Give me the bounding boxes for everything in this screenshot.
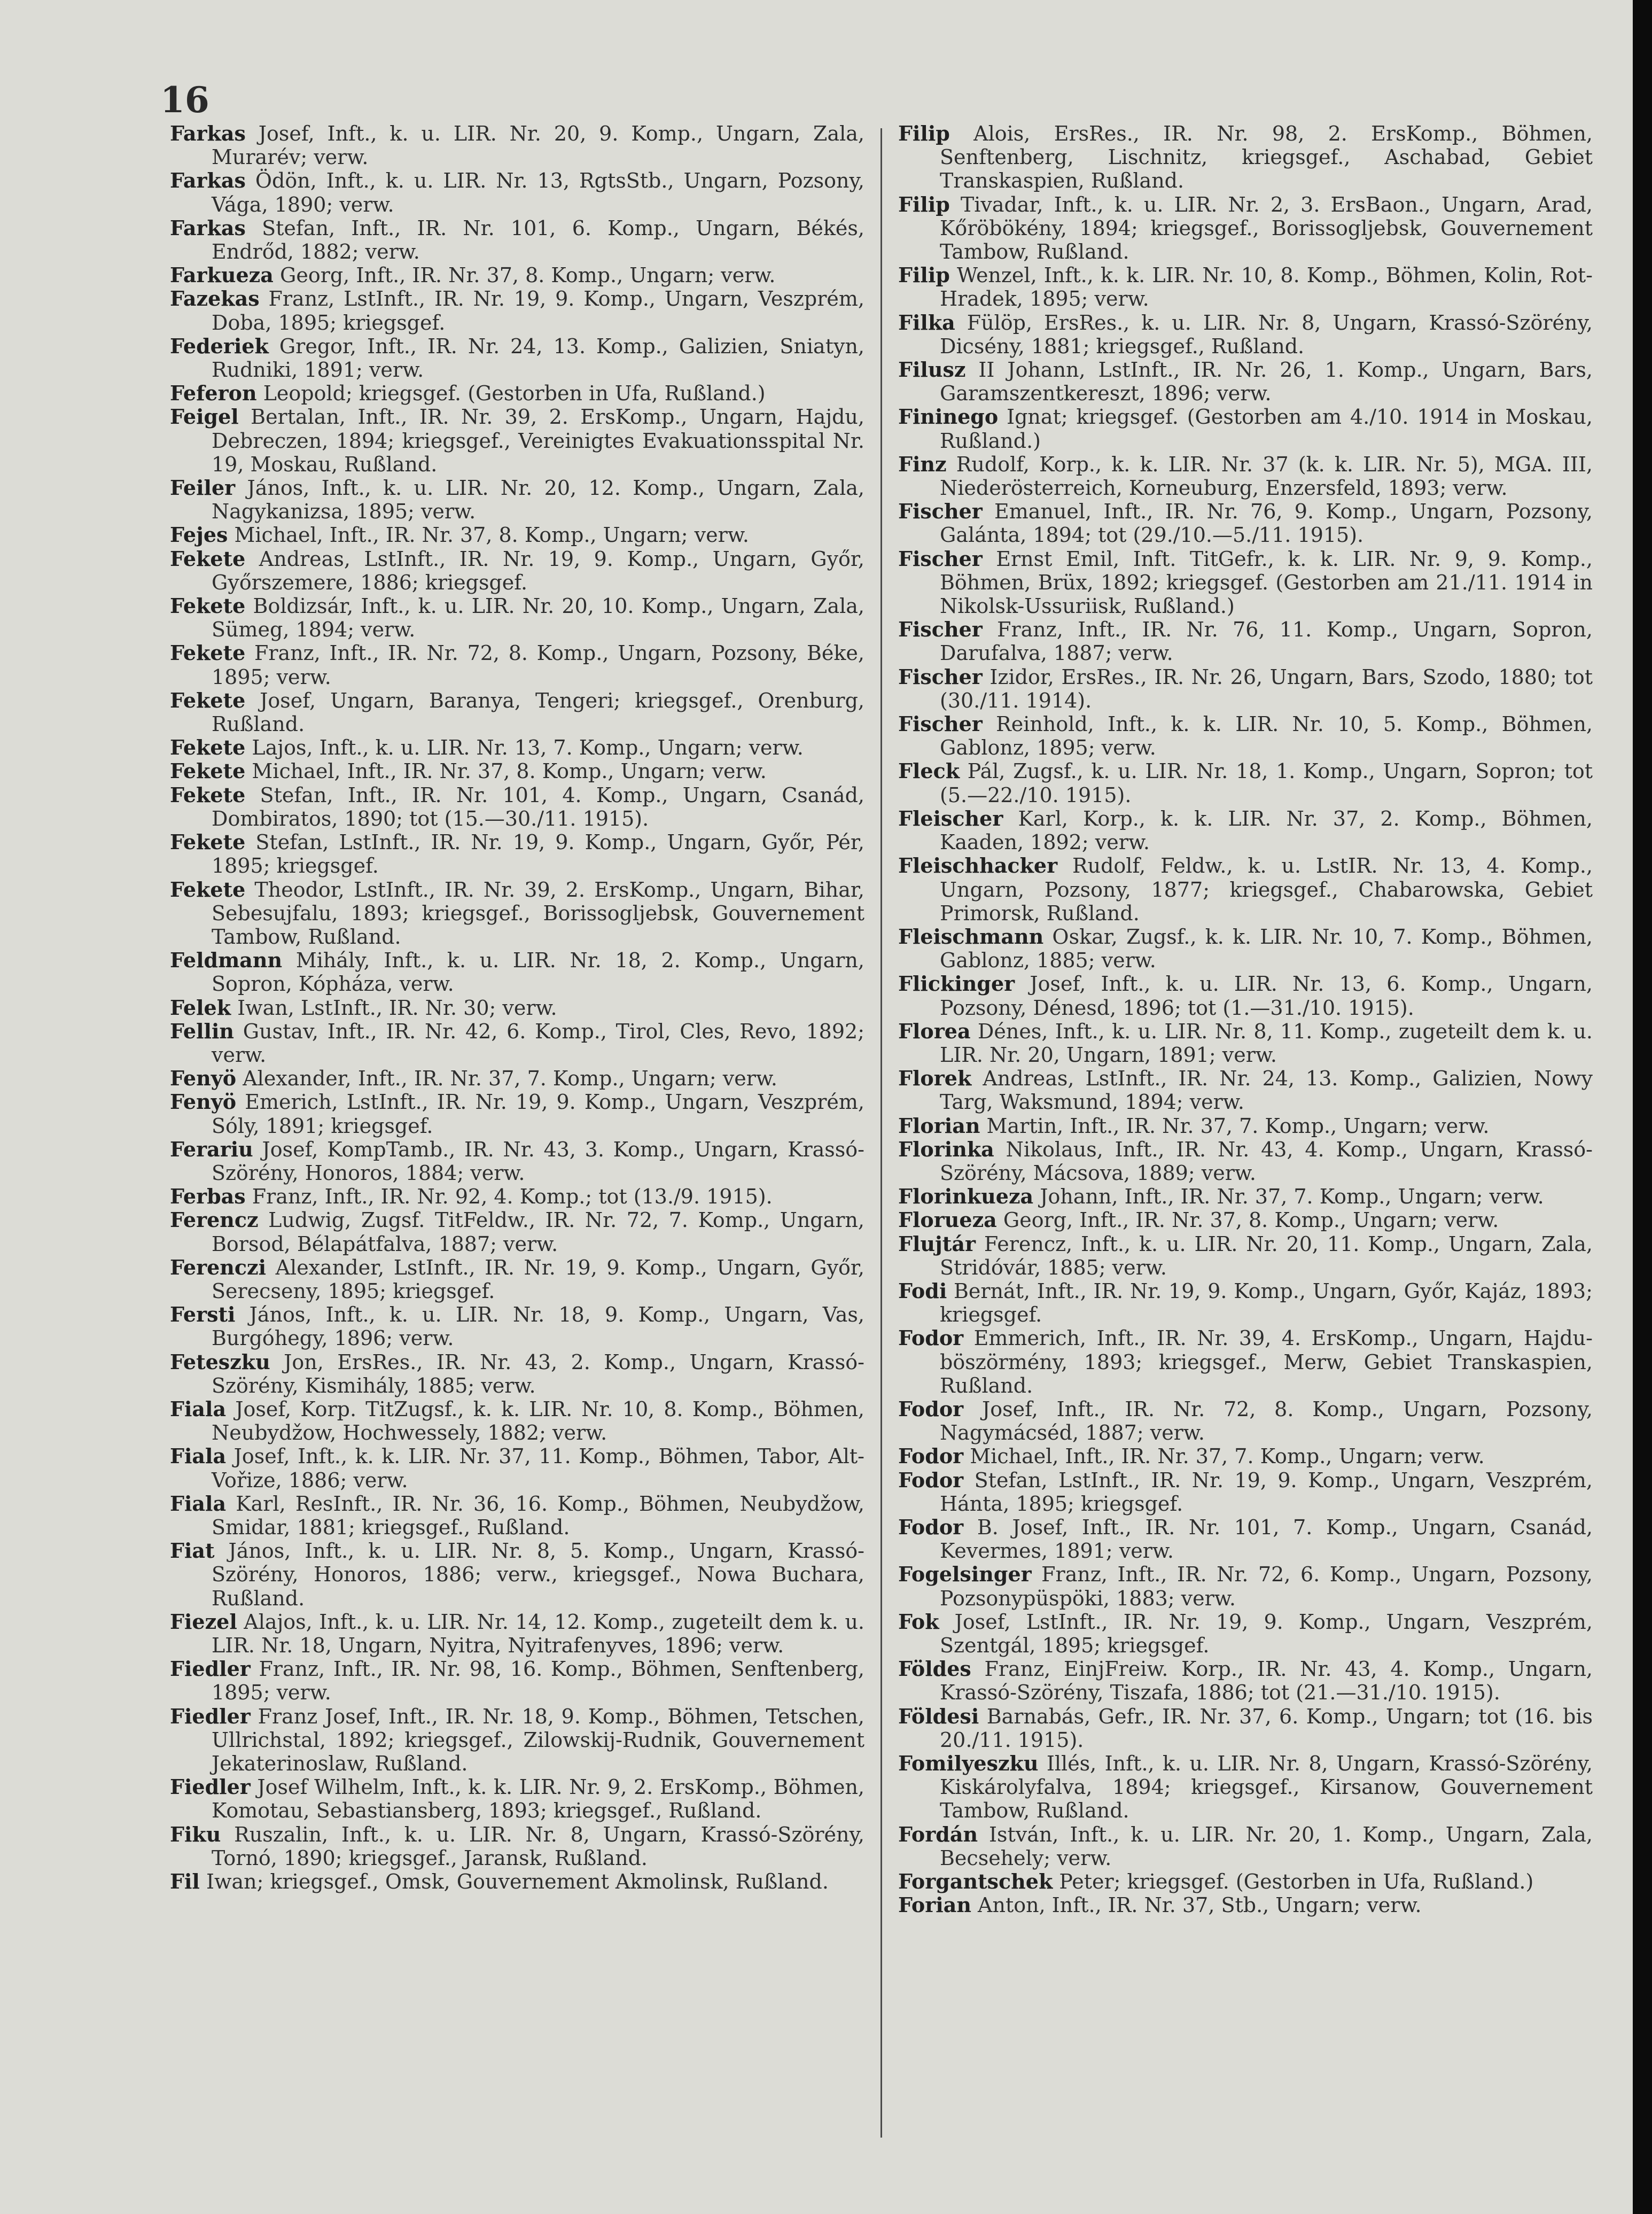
entry-details: Josef, Inft., IR. Nr. 72, 8. Komp., Ungarn, Pozsony, Nagymácséd, 1887; verw. [940,1397,1593,1445]
entry-surname: Florinkueza [898,1184,1034,1209]
entry-surname: Forian [898,1893,971,1917]
entry-surname: Fekete [170,546,246,571]
entry-details: Bertalan, Inft., IR. Nr. 39, 2. ErsKomp., Ungarn, Hajdu, Debreczen, 1894; kriegsgef., Vereinigtes Evakuationsspital Nr. 19, Moskau, Rußland. [212,405,864,476]
register-entry [170,1444,864,1491]
register-entry [170,1185,864,1208]
register-entry [170,476,864,523]
entry-details: Franz, EinjFreiw. Korp., IR. Nr. 43, 4. Komp., Ungarn, Krassó-Szörény, Tiszafa, 1886; tot (21.—31./10. 1915). [940,1657,1593,1705]
entry-surname: Finz [898,452,947,476]
register-entry [898,1705,1593,1752]
entry-details: Josef Wilhelm, Inft., k. k. LIR. Nr. 9, 2. ErsKomp., Böhmen, Komotau, Sebastiansberg, 1893; kriegsgef., Rußland. [212,1775,864,1823]
register-entry [898,547,1593,618]
entry-surname: Fekete [170,735,246,760]
register-entry [898,712,1593,759]
entry-surname: Filusz [898,358,966,382]
entry-details: Wenzel, Inft., k. k. LIR. Nr. 10, 8. Komp., Böhmen, Kolin, Rot-Hradek, 1895; verw. [940,263,1593,311]
entry-surname: Fekete [170,594,246,618]
entry-details: Karl, Korp., k. k. LIR. Nr. 37, 2. Komp., Böhmen, Kaaden, 1892; verw. [940,806,1593,854]
register-entry [170,1775,864,1822]
entry-details: Stefan, LstInft., IR. Nr. 19, 9. Komp., Ungarn, Győr, Pér, 1895; kriegsgef. [212,830,864,878]
entry-surname: Fischer [898,499,983,524]
entry-details: Ignat; kriegsgef. (Gestorben am 4./10. 1914 in Moskau, Rußland.) [940,405,1593,453]
entry-surname: Fleischmann [898,924,1044,949]
entry-surname: Fellin [170,1019,235,1043]
register-entry [170,547,864,594]
register-entry [898,1893,1593,1917]
entry-surname: Fodor [898,1514,964,1539]
entry-details: Illés, Inft., k. u. LIR. Nr. 8, Ungarn, Krassó-Szörény, Kiskárolyfalva, 1894; kriegsgef., Kirsanow, Gouvernement Tambow, Rußland. [940,1752,1593,1823]
register-entry [898,1444,1593,1468]
entry-surname: Fekete [170,782,246,807]
entry-surname: Fiala [170,1396,227,1421]
entry-details: Johann, Inft., IR. Nr. 37, 7. Komp., Ungarn; verw. [1033,1185,1544,1209]
entry-surname: Fiedler [170,1704,251,1728]
register-entry [170,1870,864,1893]
entry-details: Franz Josef, Inft., IR. Nr. 18, 9. Komp., Böhmen, Tetschen, Ullrichstal, 1892; kriegsgef., Zilowskij-Rudnik, Gouvernement Jekaterinoslaw, Rußland. [212,1704,864,1776]
register-entry [170,1138,864,1185]
entry-details: Nikolaus, Inft., IR. Nr. 43, 4. Komp., Ungarn, Krassó-Szörény, Mácsova, 1889; verw. [940,1137,1593,1185]
entry-surname: Farkas [170,168,246,193]
register-entry [170,1492,864,1539]
entry-details: Theodor, LstInft., IR. Nr. 39, 2. ErsKomp., Ungarn, Bihar, Sebesujfalu, 1893; kriegsgef., Borissogljebsk, Gouvernement Tambow, Rußland. [212,877,864,949]
entry-surname: Fil [170,1869,200,1894]
entry-details: Franz, Inft., IR. Nr. 72, 8. Komp., Ungarn, Pozsony, Béke, 1895; verw. [212,641,864,689]
entry-details: János, Inft., k. u. LIR. Nr. 8, 5. Komp., Ungarn, Krassó-Szörény, Honoros, 1886; verw., kriegsgef., Nowa Buchara, Rußland. [212,1539,864,1610]
entry-surname: Florinka [898,1137,994,1161]
register-entry [898,759,1593,806]
entry-surname: Fordán [898,1822,978,1846]
register-entry [898,1563,1593,1610]
entry-surname: Fogelsinger [898,1562,1032,1587]
register-entry [898,1114,1593,1138]
entry-surname: Florek [898,1066,972,1091]
entry-surname: Földesi [898,1704,979,1728]
register-entry [170,523,864,547]
register-entry [898,854,1593,925]
entry-details: Gustav, Inft., IR. Nr. 42, 6. Komp., Tirol, Cles, Revo, 1892; verw. [212,1019,864,1067]
register-entry [898,453,1593,500]
entry-details: Gregor, Inft., IR. Nr. 24, 13. Komp., Galizien, Sniatyn, Rudniki, 1891; verw. [212,334,864,382]
entry-details: Martin, Inft., IR. Nr. 37, 7. Komp., Ungarn; verw. [980,1114,1490,1138]
register-entry [170,1610,864,1657]
entry-details: Lajos, Inft., k. u. LIR. Nr. 13, 7. Komp., Ungarn; verw. [245,736,804,760]
entry-surname: Farkas [170,215,246,240]
register-entry [898,405,1593,452]
register-entry [898,1067,1593,1114]
entry-details: Ludwig, Zugsf. TitFeldw., IR. Nr. 72, 7. Komp., Ungarn, Borsod, Bélapátfalva, 1887; verw. [212,1208,864,1256]
register-entry [898,618,1593,665]
register-entry [898,1610,1593,1657]
entry-details: Josef, Korp. TitZugsf., k. k. LIR. Nr. 10, 8. Komp., Böhmen, Neubydžow, Hochwessely, 1882; verw. [212,1397,864,1445]
entry-details: Josef, KompTamb., IR. Nr. 43, 3. Komp., Ungarn, Krassó-Szörény, Honoros, 1884; verw. [212,1137,864,1185]
entry-surname: Fiku [170,1822,221,1846]
entry-details: Pál, Zugsf., k. u. LIR. Nr. 18, 1. Komp., Ungarn, Sopron; tot (5.—22./10. 1915). [940,759,1593,807]
register-entry [170,783,864,830]
entry-details: Josef, Inft., k. u. LIR. Nr. 13, 6. Komp., Ungarn, Pozsony, Dénesd, 1896; tot (1.—31./10. 1915). [940,972,1593,1020]
register-entry [170,1705,864,1776]
register-entry [898,1279,1593,1326]
register-entry [898,193,1593,264]
entry-surname: Fiat [170,1539,215,1563]
entry-surname: Fekete [170,641,246,665]
entry-details: Rudolf, Korp., k. k. LIR. Nr. 37 (k. k. LIR. Nr. 5), MGA. III, Niederösterreich, Korneuburg, Enzersfeld, 1893; verw. [940,452,1593,500]
entry-details: Josef, Inft., k. k. LIR. Nr. 37, 11. Komp., Böhmen, Tabor, Alt-Vořize, 1886; verw. [212,1444,864,1492]
register-entry [170,878,864,949]
entry-surname: Filip [898,121,950,145]
entry-details: Alois, ErsRes., IR. Nr. 98, 2. ErsKomp., Böhmen, Senftenberg, Lischnitz, kriegsgef., Aschabad, Gebiet Transkaspien, Rußland. [940,122,1593,193]
register-entry [898,665,1593,712]
register-entry [898,500,1593,547]
register-entry [170,263,864,287]
entry-surname: Fekete [170,877,246,902]
register-entry [170,1823,864,1870]
entry-surname: Fodi [898,1278,947,1303]
entry-surname: Fleck [898,759,960,783]
page-number: 16 [160,79,209,121]
entry-details: Ödön, Inft., k. u. LIR. Nr. 13, RgtsStb., Ungarn, Pozsony, Vága, 1890; verw. [212,169,864,216]
left-column [170,122,864,1893]
register-entry [898,122,1593,193]
register-entry [170,996,864,1020]
entry-details: Oskar, Zugsf., k. k. LIR. Nr. 10, 7. Komp., Böhmen, Gablonz, 1885; verw. [940,925,1593,973]
entry-surname: Feteszku [170,1349,270,1374]
entry-details: Izidor, ErsRes., IR. Nr. 26, Ungarn, Bars, Szodo, 1880; tot (30./11. 1914). [940,665,1593,712]
register-entry [898,1185,1593,1208]
register-entry [170,736,864,759]
register-entry [170,759,864,783]
entry-details: János, Inft., k. u. LIR. Nr. 18, 9. Komp., Ungarn, Vas, Burgóhegy, 1896; verw. [212,1303,864,1350]
entry-surname: Fejes [170,523,228,547]
register-entry [898,1823,1593,1870]
entry-surname: Farkas [170,121,246,145]
entry-surname: Federiek [170,333,269,358]
entry-surname: Ferenczi [170,1255,267,1279]
entry-details: Michael, Inft., IR. Nr. 37, 8. Komp., Ungarn; verw. [228,523,749,547]
register-entry [898,1232,1593,1279]
entry-surname: Florueza [898,1208,997,1232]
entry-details: Jon, ErsRes., IR. Nr. 43, 2. Komp., Ungarn, Krassó-Szörény, Kismihály, 1885; verw. [212,1350,864,1397]
register-entry [170,1020,864,1067]
register-entry [170,382,864,405]
register-entry [898,972,1593,1019]
entry-surname: Flickinger [898,972,1015,996]
register-entry [898,1516,1593,1563]
entry-surname: Fischer [898,617,983,642]
register-entry [898,1870,1593,1893]
register-entry [898,263,1593,310]
entry-surname: Florea [898,1019,971,1043]
entry-surname: Fiala [170,1491,227,1516]
entry-details: Franz, Inft., IR. Nr. 92, 4. Komp.; tot (13./9. 1915). [245,1185,773,1209]
entry-surname: Fiezel [170,1609,237,1634]
entry-surname: Feldmann [170,948,283,973]
register-entry [170,1208,864,1255]
register-entry [170,1657,864,1704]
register-entry [898,1020,1593,1067]
register-entry [170,1303,864,1350]
entry-surname: Fleischer [898,806,1003,830]
entry-details: Franz, Inft., IR. Nr. 76, 11. Komp., Ungarn, Sopron, Darufalva, 1887; verw. [940,618,1593,665]
register-entry [898,1397,1593,1444]
register-entry [170,949,864,996]
register-entry [170,169,864,216]
entry-surname: Fodor [898,1326,964,1350]
entry-surname: Filip [898,263,950,288]
entry-surname: Fok [898,1609,939,1634]
entry-details: Bernát, Inft., IR. Nr. 19, 9. Komp., Ungarn, Győr, Kajáz, 1893; kriegsgef. [940,1279,1593,1327]
entry-details: II Johann, LstInft., IR. Nr. 26, 1. Komp., Ungarn, Bars, Garamszentkereszt, 1896; verw. [940,358,1593,406]
register-entry [170,1539,864,1610]
entry-surname: Fodor [898,1396,964,1421]
register-entry [170,1350,864,1397]
entry-details: Franz, LstInft., IR. Nr. 19, 9. Komp., Ungarn, Veszprém, Doba, 1895; kriegsgef. [212,287,864,335]
register-entry [170,594,864,641]
entry-details: Stefan, Inft., IR. Nr. 101, 4. Komp., Ungarn, Csanád, Dombiratos, 1890; tot (15.—30./11. 1915). [212,783,864,830]
register-entry [170,1256,864,1303]
register-entry [170,1397,864,1444]
entry-surname: Fiedler [170,1657,251,1681]
entry-details: Josef, Inft., k. u. LIR. Nr. 20, 9. Komp., Ungarn, Zala, Murarév; verw. [212,122,864,169]
entry-details: Michael, Inft., IR. Nr. 37, 8. Komp., Ungarn; verw. [245,759,767,783]
register-entry [898,1138,1593,1185]
entry-details: Andreas, LstInft., IR. Nr. 24, 13. Komp., Galizien, Nowy Targ, Waksmund, 1894; verw. [940,1067,1593,1114]
register-entry [898,1326,1593,1397]
register-entry [170,1067,864,1090]
register-entry [898,1208,1593,1232]
entry-details: Reinhold, Inft., k. k. LIR. Nr. 10, 5. Komp., Böhmen, Gablonz, 1895; verw. [940,712,1593,760]
entry-details: Michael, Inft., IR. Nr. 37, 7. Komp., Ungarn; verw. [963,1444,1485,1469]
entry-details: Mihály, Inft., k. u. LIR. Nr. 18, 2. Komp., Ungarn, Sopron, Kópháza, verw. [212,949,864,996]
entry-details: Josef, Ungarn, Baranya, Tengeri; kriegsgef., Orenburg, Rußland. [212,688,864,736]
entry-details: Ernst Emil, Inft. TitGefr., k. k. LIR. Nr. 9, 9. Komp., Böhmen, Brüx, 1892; kriegsgef. (Gestorben am 21./11. 1914 in Nikolsk-Ussuriisk, Rußland.) [940,547,1593,618]
entry-surname: Fininego [898,405,999,429]
entry-details: Emerich, LstInft., IR. Nr. 19, 9. Komp., Ungarn, Veszprém, Sóly, 1891; kriegsgef. [212,1090,864,1138]
entry-details: Fülöp, ErsRes., k. u. LIR. Nr. 8, Ungarn, Krassó-Szörény, Dicsény, 1881; kriegsgef., Rußland. [940,310,1593,358]
entry-surname: Fenyö [170,1090,237,1114]
entry-details: Anton, Inft., IR. Nr. 37, Stb., Ungarn; verw. [971,1893,1422,1917]
entry-surname: Földes [898,1657,971,1681]
entry-surname: Fekete [170,688,246,712]
entry-details: Alajos, Inft., k. u. LIR. Nr. 14, 12. Komp., zugeteilt dem k. u. LIR. Nr. 18, Ungarn, Nyitra, Nyitrafenyves, 1896; verw. [212,1610,864,1657]
entry-details: Karl, ResInft., IR. Nr. 36, 16. Komp., Böhmen, Neubydžow, Smidar, 1881; kriegsgef., Rußland. [212,1491,864,1539]
register-entry [170,689,864,736]
register-entry [898,358,1593,405]
register-entry [898,311,1593,358]
entry-details: Iwan; kriegsgef., Omsk, Gouvernement Akmolinsk, Rußland. [199,1870,829,1894]
entry-surname: Felek [170,995,231,1020]
entry-details: Alexander, Inft., IR. Nr. 37, 7. Komp., Ungarn; verw. [236,1067,777,1091]
entry-surname: Fiedler [170,1775,251,1799]
entry-details: B. Josef, Inft., IR. Nr. 101, 7. Komp., Ungarn, Csanád, Kevermes, 1891; verw. [940,1515,1593,1563]
entry-details: Josef, LstInft., IR. Nr. 19, 9. Komp., Ungarn, Veszprém, Szentgál, 1895; kriegsgef. [939,1610,1593,1657]
register-entry [170,287,864,334]
entry-details: Georg, Inft., IR. Nr. 37, 8. Komp., Ungarn; verw. [273,263,776,288]
entry-details: Tivadar, Inft., k. u. LIR. Nr. 2, 3. ErsBaon., Ungarn, Arad, Kőröbökény, 1894; kriegsgef., Borissogljebsk, Gouvernement Tambow, Rußland. [940,192,1593,264]
entry-surname: Ferariu [170,1137,253,1161]
entry-surname: Fodor [898,1444,964,1469]
entry-details: Franz, Inft., IR. Nr. 98, 16. Komp., Böhmen, Senftenberg, 1895; verw. [212,1657,864,1705]
entry-details: Peter; kriegsgef. (Gestorben in Ufa, Rußland.) [1053,1870,1534,1894]
entry-details: Stefan, Inft., IR. Nr. 101, 6. Komp., Ungarn, Békés, Endrőd, 1882; verw. [212,216,864,264]
register-entry [170,122,864,169]
entry-details: Franz, Inft., IR. Nr. 72, 6. Komp., Ungarn, Pozsony, Pozsonypüspöki, 1883; verw. [940,1563,1593,1610]
entry-details: Alexander, LstInft., IR. Nr. 19, 9. Komp., Ungarn, Győr, Serecseny, 1895; kriegsgef. [212,1255,864,1303]
entry-details: Dénes, Inft., k. u. LIR. Nr. 8, 11. Komp., zugeteilt dem k. u. LIR. Nr. 20, Ungarn, 1891; verw. [940,1019,1593,1067]
entry-surname: Filka [898,310,955,335]
entry-surname: Feiler [170,476,236,500]
entry-surname: Fomilyeszku [898,1751,1039,1776]
register-entry [898,925,1593,972]
entry-surname: Fodor [898,1467,964,1492]
entry-details: Ruszalin, Inft., k. u. LIR. Nr. 8, Ungarn, Krassó-Szörény, Tornó, 1890; kriegsgef., Jaransk, Rußland. [212,1822,864,1870]
entry-surname: Feferon [170,381,257,406]
entry-surname: Fleischhacker [898,853,1058,878]
entry-surname: Ferencz [170,1208,259,1232]
entry-surname: Florian [898,1113,980,1138]
register-entry [898,1657,1593,1704]
entry-details: Emmerich, Inft., IR. Nr. 39, 4. ErsKomp., Ungarn, Hajdu-böszörmény, 1893; kriegsgef., Merw, Gebiet Transkaspien, Rußland. [940,1326,1593,1397]
entry-details: Barnabás, Gefr., IR. Nr. 37, 6. Komp., Ungarn; tot (16. bis 20./11. 1915). [940,1704,1593,1752]
entry-details: János, Inft., k. u. LIR. Nr. 20, 12. Komp., Ungarn, Zala, Nagykanizsa, 1895; verw. [212,476,864,524]
entry-surname: Flujtár [898,1231,976,1256]
entry-surname: Fekete [170,759,246,783]
column-divider [880,128,882,2138]
entry-details: István, Inft., k. u. LIR. Nr. 20, 1. Komp., Ungarn, Zala, Becsehely; verw. [940,1822,1593,1870]
entry-surname: Ferbas [170,1184,246,1209]
register-entry [170,641,864,688]
entry-details: Iwan, LstInft., IR. Nr. 30; verw. [231,996,557,1020]
entry-surname: Fischer [898,546,983,571]
entry-surname: Fiala [170,1444,227,1469]
entry-details: Ferencz, Inft., k. u. LIR. Nr. 20, 11. Komp., Ungarn, Zala, Stridóvár, 1885; verw. [940,1232,1593,1279]
register-entry [898,1752,1593,1823]
entry-details: Emanuel, Inft., IR. Nr. 76, 9. Komp., Ungarn, Pozsony, Galánta, 1894; tot (29./10.—5./11. 1915). [940,500,1593,547]
entry-surname: Forgantschek [898,1869,1053,1894]
register-entry [170,830,864,877]
register-entry [170,1090,864,1137]
entry-surname: Farkueza [170,263,274,288]
entry-surname: Fersti [170,1302,236,1327]
register-entry [898,1469,1593,1516]
entry-details: Stefan, LstInft., IR. Nr. 19, 9. Komp., Ungarn, Veszprém, Hánta, 1895; kriegsgef. [940,1468,1593,1516]
entry-details: Rudolf, Feldw., k. u. LstIR. Nr. 13, 4. Komp., Ungarn, Pozsony, 1877; kriegsgef., Chabarowska, Gebiet Primorsk, Rußland. [940,854,1593,925]
right-column [898,122,1593,1917]
entry-details: Boldizsár, Inft., k. u. LIR. Nr. 20, 10. Komp., Ungarn, Zala, Sümeg, 1894; verw. [212,594,864,642]
entry-surname: Feigel [170,405,239,429]
register-entry [170,216,864,263]
entry-surname: Fazekas [170,286,260,311]
register-entry [170,335,864,382]
entry-details: Georg, Inft., IR. Nr. 37, 8. Komp., Ungarn; verw. [996,1208,1499,1232]
entry-surname: Fischer [898,712,983,736]
entry-surname: Fekete [170,830,246,854]
entry-surname: Filip [898,192,950,216]
entry-details: Andreas, LstInft., IR. Nr. 19, 9. Komp., Ungarn, Győr, Győrszemere, 1886; kriegsgef. [212,547,864,594]
register-entry [898,807,1593,854]
entry-surname: Fischer [898,664,983,689]
entry-surname: Fenyö [170,1066,237,1091]
entry-details: Leopold; kriegsgef. (Gestorben in Ufa, Rußland.) [256,382,766,406]
register-entry [170,405,864,476]
